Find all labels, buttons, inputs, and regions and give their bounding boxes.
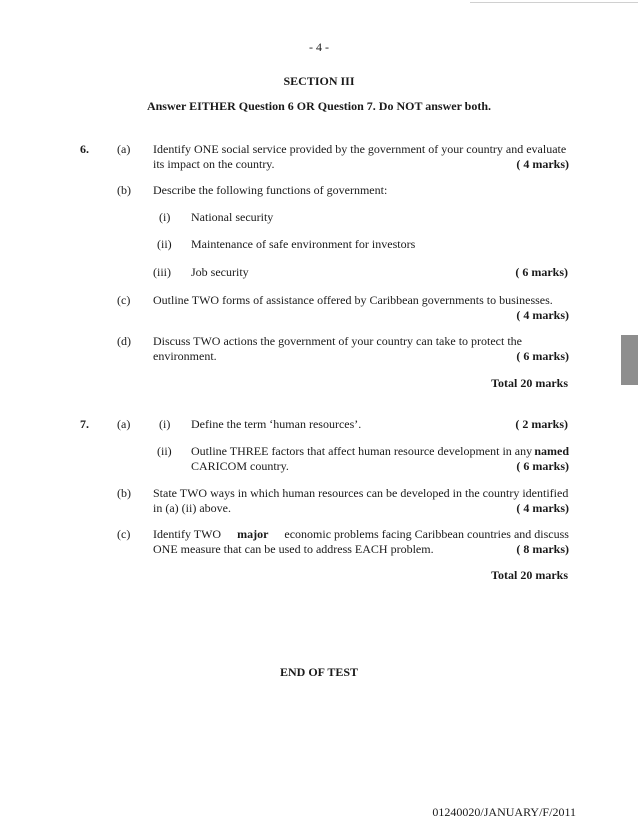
q6-part-a-text: Identify ONE social service provided by the government of your country and evaluate its impact on the country. ( 4 marks) (153, 142, 569, 171)
q7-a-ii-text: Outline THREE factors that affect human resource development in any named CARICOM country. ( 6 marks) (191, 444, 569, 473)
q6c-marks: ( 4 marks) (516, 307, 569, 322)
q6-part-d-text: Discuss TWO actions the government of your country can take to protect the environment. ( 6 marks) (153, 334, 569, 363)
footer-code: 01240020/JANUARY/F/2011 (432, 805, 576, 819)
q7-part-a-label: (a) (117, 417, 131, 431)
q7-part-c-label: (c) (117, 527, 131, 541)
q6-part-a-label: (a) (117, 142, 131, 156)
q7-a-i-text: Define the term ‘human resources’. (191, 417, 362, 431)
q7-a-ii-label: (ii) (157, 444, 172, 458)
q7c-marks: ( 8 marks) (516, 541, 569, 556)
question-6-number: 6. (80, 142, 89, 156)
q7-total: Total 20 marks (491, 568, 568, 582)
question-7-number: 7. (80, 417, 89, 431)
scan-edge-line (470, 2, 638, 3)
section-title: SECTION III (283, 74, 355, 88)
q6-b-ii-label: (ii) (157, 237, 172, 251)
q7b-marks: ( 4 marks) (516, 500, 569, 515)
q6b-marks: ( 6 marks) (515, 265, 568, 279)
q7a-ii-marks: ( 6 marks) (516, 458, 569, 473)
q6-b-i-text: National security (191, 210, 274, 224)
q7a-i-marks: ( 2 marks) (515, 417, 568, 431)
q6-part-b-text: Describe the following functions of government: (153, 183, 388, 197)
q7-part-b-text: State TWO ways in which human resources can be developed in the country identified in (a) (ii) above. ( 4 marks) (153, 486, 569, 515)
q6-b-i-label: (i) (159, 210, 171, 224)
q6-part-c-text: Outline TWO forms of assistance offered by Caribbean governments to businesses. ( 4 marks) (153, 293, 569, 322)
end-of-test: END OF TEST (279, 665, 359, 679)
page-edge-tab (621, 335, 638, 385)
instruction: Answer EITHER Question 6 OR Question 7. Do NOT answer both. (146, 99, 492, 113)
q6-part-d-label: (d) (117, 334, 131, 348)
q6-total: Total 20 marks (491, 376, 568, 390)
q6-b-ii-text: Maintenance of safe environment for investors (191, 237, 416, 251)
q6a-marks: ( 4 marks) (516, 156, 569, 171)
q6-part-c-label: (c) (117, 293, 131, 307)
q6-part-b-label: (b) (117, 183, 131, 197)
q6-b-iii-text: Job security (191, 265, 249, 279)
q6d-marks: ( 6 marks) (516, 348, 569, 363)
q7-part-b-label: (b) (117, 486, 131, 500)
q7-part-c-text: Identify TWO major economic problems facing Caribbean countries and discuss ONE measure that can be used to address EACH problem. ( 8 marks) (153, 527, 569, 556)
page-number: - 4 - (309, 40, 329, 54)
q6-b-iii-label: (iii) (153, 265, 171, 279)
q7-a-i-label: (i) (159, 417, 171, 431)
